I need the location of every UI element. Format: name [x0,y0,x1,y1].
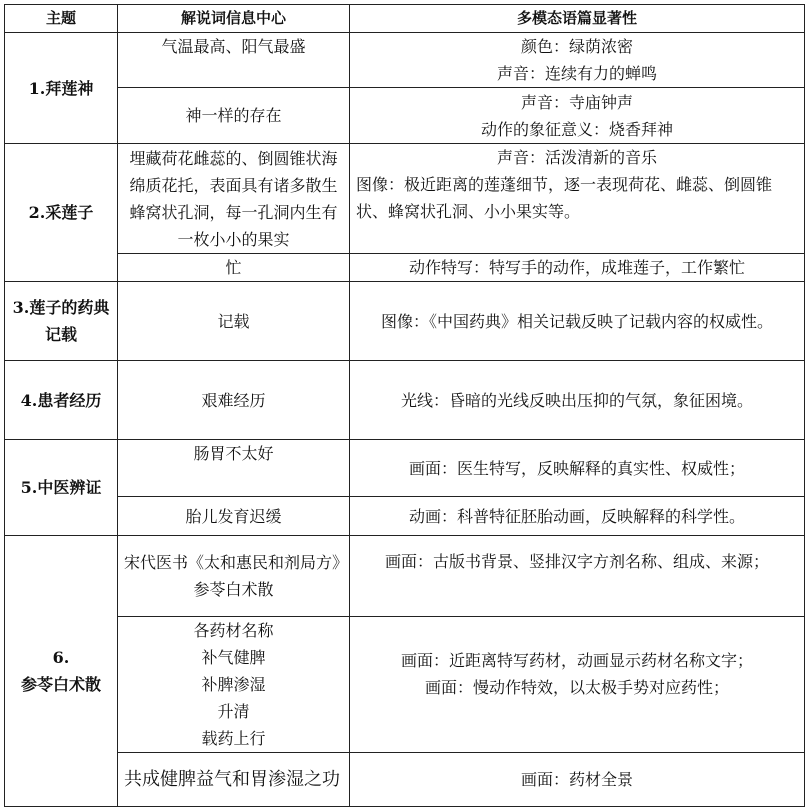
narration-cell [118,497,350,536]
narration-cell [118,617,350,753]
multimodal-line: 动作特写：特写手的动作，成堆莲子，工作繁忙 [408,258,745,277]
theme-cell: 6. 参苓白术散 [5,536,118,807]
multimodal-line: 声音：连续有力的蝉鸣 [496,64,657,83]
theme-cell: 5.中医辨证 [5,440,118,536]
multimodal-line: 动作的象征意义：烧香拜神 [480,119,673,139]
multimodal-cell [350,753,805,807]
theme-cell: 3.莲子的药典记载 [5,282,118,361]
multimodal-cell [350,144,805,254]
narration-cell [118,254,350,282]
multimodal-cell [350,282,805,361]
theme-cell: 1.拜莲神 [5,33,118,144]
multimodal-cell [350,536,805,617]
narration-cell [118,440,350,497]
narration-cell [118,88,350,144]
multimodal-line: 画面：慢动作特效，以太极手势对应药性； [424,678,729,697]
narration-cell [118,753,350,807]
header-row [5,5,805,33]
narration-line: 忙 [225,258,242,277]
multimodal-line: 画面：医生特写，反映解释的真实性、权威性； [408,458,745,478]
table-row [5,536,805,617]
narration-line: 神一样的存在 [185,106,282,125]
multimodal-line: 声音：活泼清新的音乐 [496,148,657,167]
narration-cell [118,144,350,254]
multimodal-line: 颜色：绿荫浓密 [520,37,633,56]
multimodal-cell [350,497,805,536]
multimodal-cell [350,440,805,497]
table-row [5,33,805,88]
narration-line: 补脾渗湿 [201,675,266,694]
multimodal-cell [350,88,805,144]
theme-cell: 4.患者经历 [5,361,118,440]
multimodal-line: 声音：寺庙钟声 [520,92,633,112]
narration-line: 记载 [217,311,250,331]
table-row [5,144,805,254]
multimodal-line: 画面：近距离特写药材，动画显示药材名称文字； [400,651,753,670]
narration-cell [118,536,350,617]
table-row [5,254,805,282]
multimodal-line: 图像：极近距离的莲蓬细节，逐一表现荷花、雌蕊、倒圆锥状、蜂窝状孔洞、小小果实等。 [356,175,773,221]
multimodal-cell [350,617,805,753]
multimodal-line: 光线：昏暗的光线反映出压抑的气氛，象征困境。 [400,390,753,410]
header-narration: 解说词信息中心 [118,5,350,33]
narration-line: 参苓白术散 [193,580,274,599]
multimodal-line: 画面：药材全景 [520,770,633,789]
header-theme: 主题 [5,5,118,33]
table-row [5,753,805,807]
table-row [5,361,805,440]
table-row [5,617,805,753]
narration-line: 肠胃不太好 [193,444,274,463]
table-row [5,497,805,536]
narration-cell [118,361,350,440]
narration-line: 宋代医书《太和惠民和剂局方》 [124,553,349,572]
multimodal-cell [350,33,805,88]
multimodal-line: 图像：《中国药典》相关记载反映了记载内容的权威性。 [380,311,773,331]
narration-line: 胎儿发育迟缓 [185,506,282,526]
narration-line: 补气健脾 [201,648,266,667]
narration-line: 载药上行 [201,729,266,748]
table-row [5,88,805,144]
narration-line: 升清 [217,702,250,721]
narration-line: 共成健脾益气和胃渗湿之功 [124,768,340,790]
multimodal-line: 动画：科普特征胚胎动画，反映解释的科学性。 [408,506,745,526]
narration-line: 艰难经历 [201,390,266,410]
narration-line: 气温最高、阳气最盛 [161,37,306,56]
table-row [5,282,805,361]
narration-cell [118,33,350,88]
header-multimodal: 多模态语篇显著性 [350,5,805,33]
multimodal-line: 画面：古版书背景、竖排汉字方剂名称、组成、来源； [384,552,769,571]
narration-cell [118,282,350,361]
narration-line: 各药材名称 [193,621,274,640]
narration-line: 埋藏荷花雌蕊的、倒圆锥状海绵质花托，表面具有诸多散生蜂窝状孔洞，每一孔洞内生有一枚小小的果实 [129,148,338,249]
analysis-table [4,4,805,807]
multimodal-cell [350,254,805,282]
multimodal-cell [350,361,805,440]
theme-cell: 2.采莲子 [5,144,118,282]
table-row [5,440,805,497]
